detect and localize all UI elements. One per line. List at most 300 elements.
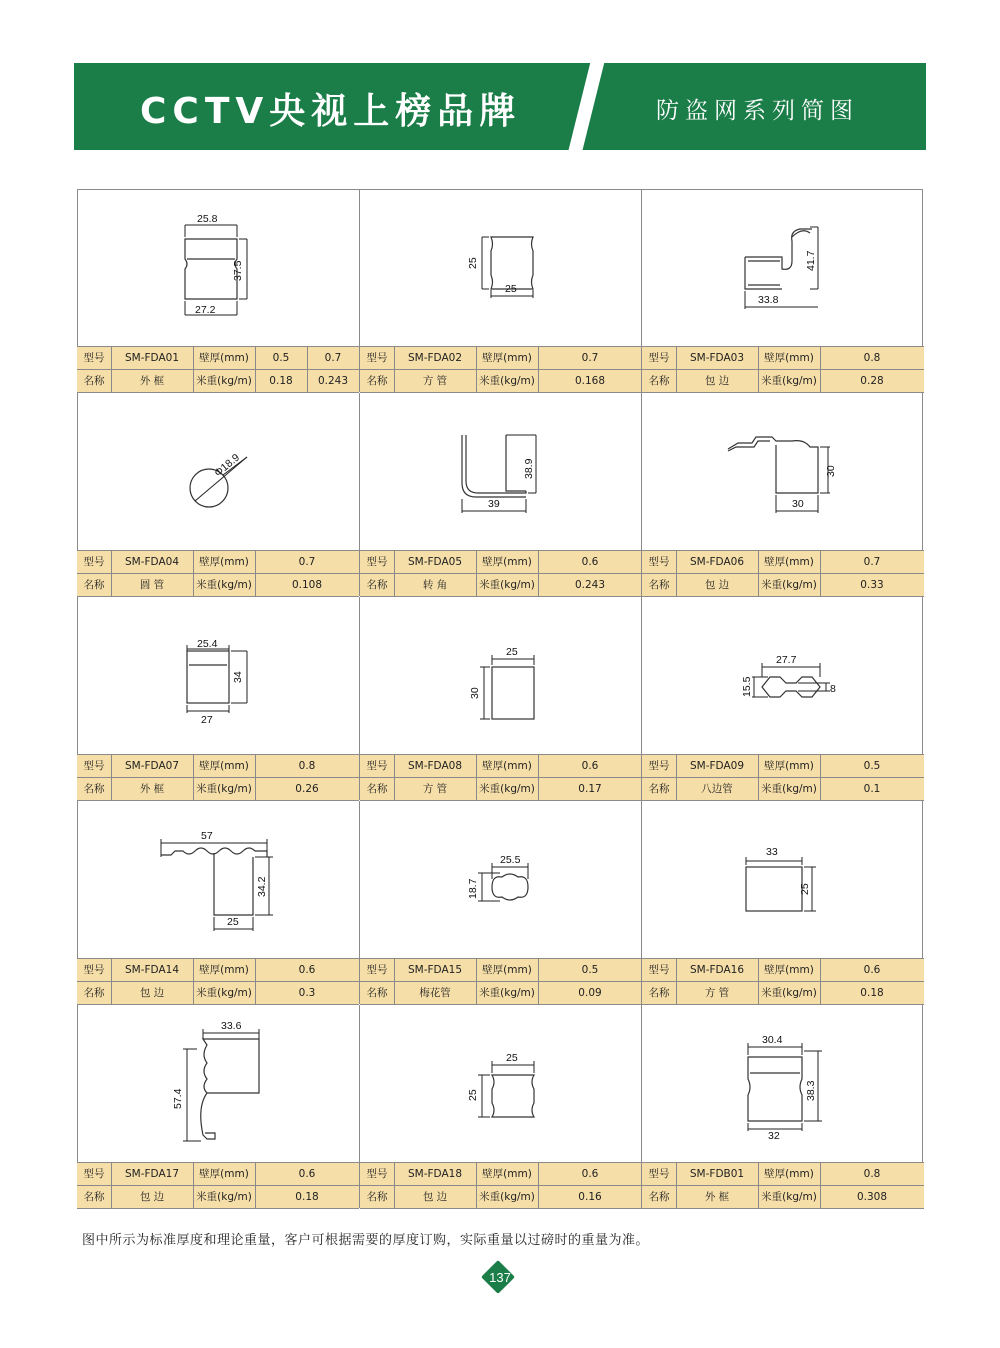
divider (77, 1185, 359, 1186)
weight-value: 0.28 (860, 375, 884, 387)
model-row (77, 551, 359, 574)
profile-drawing (360, 393, 642, 550)
profile-drawing (77, 189, 359, 346)
divider (360, 1185, 642, 1186)
model-label: 型号 (648, 760, 670, 772)
dimension-label: 57 (201, 830, 213, 842)
thickness-value: 0.8 (298, 760, 316, 772)
model-label: 型号 (366, 556, 388, 568)
profile-diagram (642, 597, 924, 754)
name-row (360, 778, 642, 801)
thickness-value: 0.6 (863, 964, 881, 976)
profile-drawing (642, 393, 924, 550)
profile-drawing (642, 1005, 924, 1162)
dimension-label: Φ18.9 (212, 451, 243, 480)
divider (360, 573, 642, 574)
spec-table (642, 347, 924, 393)
product-name: 外 框 (704, 1191, 730, 1203)
divider (676, 959, 677, 1005)
dimension-label: 30 (825, 465, 837, 477)
name-label: 名称 (83, 1191, 105, 1203)
name-label: 名称 (83, 375, 105, 387)
dimension-label: 27.7 (776, 654, 797, 666)
spec-table (360, 959, 642, 1005)
model-code: SM-FDA04 (125, 556, 179, 568)
header-banner (74, 63, 926, 150)
profile-diagram (360, 1005, 642, 1162)
name-row (642, 982, 924, 1005)
divider (676, 551, 677, 597)
divider (758, 551, 759, 597)
divider (758, 1163, 759, 1209)
model-label: 型号 (83, 760, 105, 772)
profile-diagram (360, 189, 642, 346)
dimension-label: 27.2 (195, 304, 216, 316)
thickness-value: 0.7 (298, 556, 316, 568)
weight-label: 米重(kg/m) (196, 1191, 252, 1203)
weight-value: 0.09 (578, 987, 602, 999)
divider (111, 959, 112, 1005)
model-code: SM-FDA08 (408, 760, 462, 772)
divider (820, 1163, 821, 1209)
product-card (359, 189, 641, 392)
model-row (77, 755, 359, 778)
thickness-label: 壁厚(mm) (482, 964, 532, 976)
profile-diagram (642, 189, 924, 346)
name-row (77, 574, 359, 597)
profile-diagram (77, 393, 359, 550)
weight-label: 米重(kg/m) (761, 1191, 817, 1203)
divider (676, 1163, 677, 1209)
model-row (360, 551, 642, 574)
name-row (642, 778, 924, 801)
weight-value: 0.108 (291, 579, 323, 591)
divider (394, 1163, 395, 1209)
divider (255, 755, 256, 801)
name-label: 名称 (83, 579, 105, 591)
profile-drawing (77, 393, 359, 550)
model-code: SM-FDA01 (125, 352, 179, 364)
weight-label: 米重(kg/m) (761, 987, 817, 999)
model-code: SM-FDA03 (690, 352, 744, 364)
product-card (641, 801, 923, 1004)
name-row (360, 370, 642, 393)
thickness-label: 壁厚(mm) (482, 760, 532, 772)
dimension-label: 25 (467, 257, 479, 269)
product-name: 外 框 (139, 375, 165, 387)
weight-value: 0.18 (295, 1191, 319, 1203)
product-card (359, 597, 641, 800)
thickness-label: 壁厚(mm) (199, 556, 249, 568)
dimension-label: 15.5 (741, 676, 753, 697)
divider (538, 551, 539, 597)
weight-value: 0.3 (298, 987, 316, 999)
thickness-value: 0.7 (581, 352, 599, 364)
profile-drawing (642, 189, 924, 346)
divider (193, 551, 194, 597)
profile-drawing (77, 597, 359, 754)
dimension-label: 25.4 (197, 638, 218, 650)
thickness-value: 0.6 (298, 964, 316, 976)
model-code: SM-FDA17 (125, 1168, 179, 1180)
model-label: 型号 (366, 964, 388, 976)
dimension-label: 25 (505, 283, 517, 295)
dimension-label: 32 (768, 1130, 780, 1142)
divider (476, 755, 477, 801)
product-name: 包 边 (704, 579, 730, 591)
page-number: 137 (489, 1270, 511, 1285)
profile-diagram (77, 801, 359, 958)
product-card (359, 1005, 641, 1208)
divider (642, 981, 924, 982)
product-name: 外 框 (139, 783, 165, 795)
divider (193, 755, 194, 801)
profile-diagram (360, 597, 642, 754)
dimension-label: 57.4 (172, 1088, 184, 1109)
model-code: SM-FDA16 (690, 964, 744, 976)
divider (394, 755, 395, 801)
spec-table (77, 1163, 359, 1209)
model-code: SM-FDA02 (408, 352, 462, 364)
product-name: 方 管 (422, 783, 448, 795)
weight-label: 米重(kg/m) (479, 783, 535, 795)
weight-label: 米重(kg/m) (479, 375, 535, 387)
profile-diagram (77, 1005, 359, 1162)
divider (307, 347, 308, 393)
name-label: 名称 (648, 783, 670, 795)
dimension-label: 37.5 (232, 260, 244, 281)
divider (676, 347, 677, 393)
spec-table (77, 959, 359, 1005)
spec-table (360, 347, 642, 393)
profile-diagram (642, 801, 924, 958)
weight-label: 米重(kg/m) (196, 783, 252, 795)
weight-label: 米重(kg/m) (196, 987, 252, 999)
model-code: SM-FDA14 (125, 964, 179, 976)
name-label: 名称 (648, 375, 670, 387)
divider (676, 755, 677, 801)
thickness-value: 0.6 (581, 1168, 599, 1180)
divider (642, 369, 924, 370)
divider (394, 551, 395, 597)
divider (758, 959, 759, 1005)
name-label: 名称 (366, 375, 388, 387)
profile-drawing (360, 1005, 642, 1162)
thickness-label: 壁厚(mm) (199, 352, 249, 364)
catalog-subtitle: 防盗网系列简图 (656, 98, 859, 124)
footer-note: 图中所示为标准厚度和理论重量，客户可根据需要的厚度订购，实际重量以过磅时的重量为准。 (82, 1233, 650, 1248)
thickness-value: 0.7 (863, 556, 881, 568)
product-name: 包 边 (422, 1191, 448, 1203)
weight-value: 0.26 (295, 783, 319, 795)
thickness-value: 0.5 (581, 964, 599, 976)
profile-drawing (642, 801, 924, 958)
divider (77, 1208, 359, 1209)
dimension-label: 41.7 (805, 250, 817, 271)
spec-table (360, 551, 642, 597)
divider (193, 347, 194, 393)
spec-table (642, 755, 924, 801)
name-label: 名称 (366, 783, 388, 795)
product-name: 圆 管 (139, 579, 165, 591)
product-card (641, 1005, 923, 1208)
divider (360, 1208, 642, 1209)
thickness-label: 壁厚(mm) (764, 964, 814, 976)
model-row (642, 347, 924, 370)
product-name: 方 管 (422, 375, 448, 387)
model-label: 型号 (83, 964, 105, 976)
weight-label: 米重(kg/m) (761, 375, 817, 387)
product-card (77, 189, 359, 392)
model-label: 型号 (83, 352, 105, 364)
divider (77, 777, 359, 778)
thickness-label: 壁厚(mm) (199, 760, 249, 772)
name-label: 名称 (648, 1191, 670, 1203)
name-label: 名称 (648, 987, 670, 999)
divider (360, 777, 642, 778)
profile-diagram (77, 189, 359, 346)
thickness-value: 0.5 (272, 352, 290, 364)
divider (538, 755, 539, 801)
product-name: 包 边 (139, 987, 165, 999)
thickness-label: 壁厚(mm) (764, 760, 814, 772)
product-card (359, 393, 641, 596)
profile-drawing (360, 189, 642, 346)
model-label: 型号 (366, 760, 388, 772)
weight-value: 0.168 (574, 375, 606, 387)
weight-value: 0.243 (574, 579, 606, 591)
name-row (642, 574, 924, 597)
weight-value: 0.18 (269, 375, 293, 387)
model-row (360, 959, 642, 982)
weight-label: 米重(kg/m) (761, 579, 817, 591)
thickness-value: 0.6 (298, 1168, 316, 1180)
name-row (360, 982, 642, 1005)
weight-label: 米重(kg/m) (196, 375, 252, 387)
dimension-label: 30 (469, 687, 481, 699)
product-card (641, 597, 923, 800)
divider (642, 777, 924, 778)
weight-value: 0.16 (578, 1191, 602, 1203)
profile-diagram (77, 597, 359, 754)
model-code: SM-FDA09 (690, 760, 744, 772)
divider (538, 1163, 539, 1209)
divider (642, 1185, 924, 1186)
dimension-label: 25 (467, 1089, 479, 1101)
profile-diagram (360, 393, 642, 550)
divider (642, 573, 924, 574)
model-code: SM-FDA15 (408, 964, 462, 976)
divider (538, 959, 539, 1005)
spec-table (77, 347, 359, 393)
dimension-label: 25.8 (197, 213, 218, 225)
divider (642, 1208, 924, 1209)
model-label: 型号 (83, 1168, 105, 1180)
divider (394, 959, 395, 1005)
model-label: 型号 (366, 352, 388, 364)
spec-table (642, 551, 924, 597)
product-name: 八边管 (701, 783, 733, 795)
divider (758, 347, 759, 393)
product-name: 包 边 (704, 375, 730, 387)
thickness-value: 0.5 (863, 760, 881, 772)
weight-value: 0.33 (860, 579, 884, 591)
divider (360, 369, 642, 370)
profile-drawing (642, 597, 924, 754)
weight-label: 米重(kg/m) (479, 579, 535, 591)
weight-value: 0.18 (860, 987, 884, 999)
model-row (642, 1163, 924, 1186)
thickness-value: 0.8 (863, 352, 881, 364)
divider (820, 755, 821, 801)
divider (758, 755, 759, 801)
name-row (360, 574, 642, 597)
divider (476, 959, 477, 1005)
spec-table (77, 755, 359, 801)
product-card (77, 1005, 359, 1208)
banner-divider (565, 63, 606, 150)
divider (476, 1163, 477, 1209)
name-label: 名称 (366, 579, 388, 591)
model-label: 型号 (366, 1168, 388, 1180)
weight-label: 米重(kg/m) (479, 987, 535, 999)
dimension-label: 8 (830, 683, 836, 695)
thickness-value: 0.7 (324, 352, 342, 364)
name-row (642, 370, 924, 393)
weight-value: 0.1 (863, 783, 881, 795)
thickness-value: 0.6 (581, 556, 599, 568)
product-card (641, 393, 923, 596)
profile-diagram (642, 1005, 924, 1162)
name-label: 名称 (648, 579, 670, 591)
model-label: 型号 (648, 1168, 670, 1180)
model-row (77, 959, 359, 982)
divider (111, 1163, 112, 1209)
divider (77, 573, 359, 574)
divider (394, 347, 395, 393)
name-row (77, 370, 359, 393)
model-label: 型号 (83, 556, 105, 568)
dimension-label: 34 (232, 671, 244, 683)
model-row (360, 755, 642, 778)
name-row (77, 982, 359, 1005)
thickness-label: 壁厚(mm) (199, 964, 249, 976)
model-row (642, 551, 924, 574)
product-name: 方 管 (704, 987, 730, 999)
name-label: 名称 (83, 987, 105, 999)
product-card (641, 189, 923, 392)
dimension-label: 38.3 (805, 1080, 817, 1101)
spec-table (360, 755, 642, 801)
divider (820, 551, 821, 597)
model-code: SM-FDA05 (408, 556, 462, 568)
name-row (77, 1186, 359, 1209)
model-code: SM-FDB01 (689, 1168, 745, 1180)
divider (77, 981, 359, 982)
profile-drawing (360, 597, 642, 754)
name-label: 名称 (366, 1191, 388, 1203)
name-row (360, 1186, 642, 1209)
dimension-label: 30.4 (762, 1034, 783, 1046)
weight-value: 0.243 (317, 375, 349, 387)
dimension-label: 25 (799, 883, 811, 895)
model-row (642, 755, 924, 778)
thickness-value: 0.6 (581, 760, 599, 772)
dimension-label: 25.5 (500, 854, 521, 866)
dimension-label: 25 (227, 916, 239, 928)
spec-table (642, 1163, 924, 1209)
thickness-label: 壁厚(mm) (764, 1168, 814, 1180)
model-row (360, 1163, 642, 1186)
divider (538, 347, 539, 393)
product-card (77, 597, 359, 800)
name-row (642, 1186, 924, 1209)
divider (255, 347, 256, 393)
product-card (77, 393, 359, 596)
thickness-label: 壁厚(mm) (764, 556, 814, 568)
dimension-label: 18.7 (467, 878, 479, 899)
dimension-label: 34.2 (256, 876, 268, 897)
page-number-badge (484, 1263, 516, 1295)
dimension-label: 38.9 (523, 458, 535, 479)
thickness-label: 壁厚(mm) (482, 352, 532, 364)
name-label: 名称 (83, 783, 105, 795)
divider (193, 959, 194, 1005)
divider (193, 1163, 194, 1209)
product-name: 梅花管 (419, 987, 451, 999)
brand-title: CCTV央视上榜品牌 (140, 91, 522, 132)
model-label: 型号 (648, 352, 670, 364)
divider (111, 347, 112, 393)
model-code: SM-FDA06 (690, 556, 744, 568)
spec-table (77, 551, 359, 597)
dimension-label: 33.6 (221, 1020, 242, 1032)
divider (111, 755, 112, 801)
model-code: SM-FDA07 (125, 760, 179, 772)
weight-value: 0.308 (856, 1191, 888, 1203)
weight-value: 0.17 (578, 783, 602, 795)
divider (255, 551, 256, 597)
name-label: 名称 (366, 987, 388, 999)
weight-label: 米重(kg/m) (479, 1191, 535, 1203)
divider (476, 347, 477, 393)
divider (820, 347, 821, 393)
product-card (359, 801, 641, 1004)
thickness-label: 壁厚(mm) (199, 1168, 249, 1180)
thickness-label: 壁厚(mm) (764, 352, 814, 364)
thickness-label: 壁厚(mm) (482, 1168, 532, 1180)
profile-drawing (77, 801, 359, 958)
spec-table (642, 959, 924, 1005)
divider (255, 1163, 256, 1209)
divider (360, 981, 642, 982)
divider (255, 959, 256, 1005)
product-grid (77, 189, 923, 1208)
dimension-label: 33.8 (758, 294, 779, 306)
divider (111, 551, 112, 597)
thickness-value: 0.8 (863, 1168, 881, 1180)
model-label: 型号 (648, 964, 670, 976)
name-row (77, 778, 359, 801)
spec-table (360, 1163, 642, 1209)
model-row (360, 347, 642, 370)
divider (476, 551, 477, 597)
product-name: 转 角 (422, 579, 448, 591)
dimension-label: 33 (766, 846, 778, 858)
dimension-label: 25 (506, 646, 518, 658)
dimension-label: 27 (201, 714, 213, 726)
dimension-label: 30 (792, 498, 804, 510)
